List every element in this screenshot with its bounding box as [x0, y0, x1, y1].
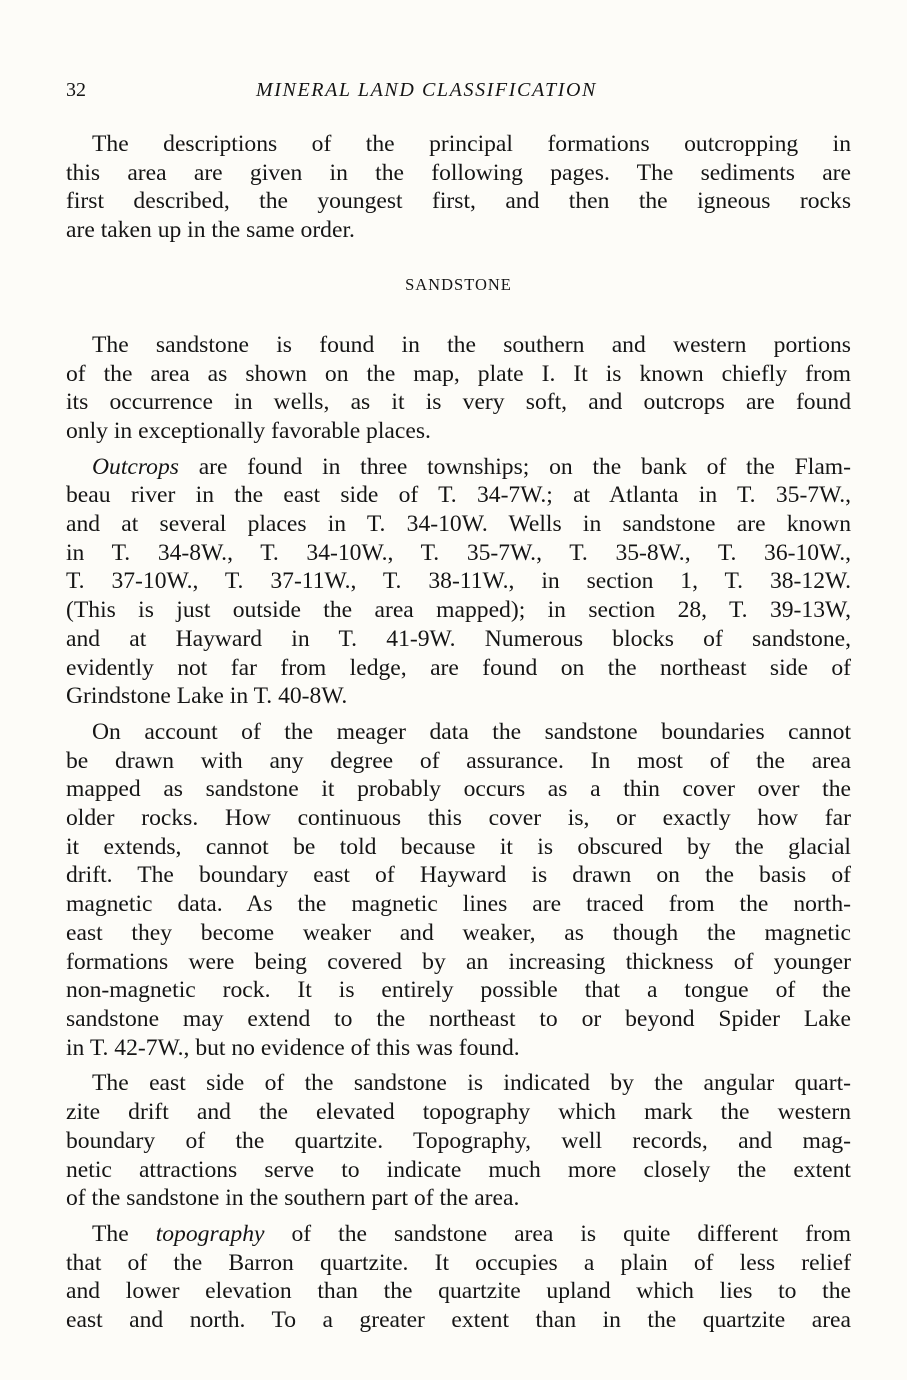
text-line: in T. 42-7W., but no evidence of this was found.	[66, 1034, 520, 1061]
text-line: The sandstone is found in the southern and western portions	[92, 331, 851, 358]
text-line: The east side of the sandstone is indicated by the angular quart-	[92, 1070, 851, 1097]
text-line: drift. The boundary east of Hayward is drawn on the basis of	[66, 862, 851, 889]
text-line: older rocks. How continuous this cover is, or exactly how far	[66, 805, 851, 832]
text-line: netic attractions serve to indicate much more closely the extent	[66, 1156, 851, 1183]
text-fragment: are found in three townships; on the bank of the Flam-	[178, 453, 851, 480]
text-line: its occurrence in wells, as it is very soft, and outcrops are found	[66, 389, 851, 416]
running-title: MINERAL LAND CLASSIFICATION	[256, 79, 597, 101]
text-line: in T. 34-8W., T. 34-10W., T. 35-7W., T. 35-8W., T. 36-10W.,	[66, 539, 851, 566]
body-text	[66, 130, 851, 1335]
sandstone-paragraph-1	[66, 331, 851, 446]
topography-paragraph	[66, 1220, 851, 1335]
page-number: 32	[66, 79, 86, 101]
text-line: non-magnetic rock. It is entirely possible that a tongue of the	[66, 977, 851, 1004]
outcrops-paragraph	[66, 453, 851, 711]
text-line: sandstone may extend to the northeast to or beyond Spider Lake	[66, 1005, 851, 1032]
text-line: zite drift and the elevated topography which mark the western	[66, 1099, 851, 1126]
intro-paragraph	[66, 130, 851, 245]
text-line: be drawn with any degree of assurance. In most of the area	[66, 747, 851, 774]
text-line: mapped as sandstone it probably occurs as a thin cover over the	[66, 776, 851, 803]
text-line: The descriptions of the principal formations outcropping in	[92, 131, 851, 157]
italic-term: topography	[155, 1220, 265, 1247]
text-line: only in exceptionally favorable places.	[66, 417, 431, 444]
text-line: and lower elevation than the quartzite upland which lies to the	[66, 1278, 851, 1305]
east-side-paragraph	[66, 1069, 851, 1213]
boundaries-paragraph	[66, 718, 851, 1062]
text-line: evidently not far from ledge, are found on the northeast side of	[66, 654, 851, 681]
text-line: this area are given in the following pages. The sediments are	[66, 159, 851, 186]
text-line: first described, the youngest first, and then the igneous rocks	[66, 188, 851, 215]
text-line: magnetic data. As the magnetic lines are traced from the north-	[66, 891, 851, 918]
text-line: T. 37-10W., T. 37-11W., T. 38-11W., in section 1, T. 38-12W.	[66, 568, 851, 595]
text-line: beau river in the east side of T. 34-7W.; at Atlanta in T. 35-7W.,	[66, 482, 851, 509]
text-line	[66, 1220, 851, 1249]
section-heading: SANDSTONE	[405, 274, 512, 294]
text-line: of the area as shown on the map, plate I. It is known chiefly from	[66, 360, 851, 387]
text-line: boundary of the quartzite. Topography, well records, and mag-	[66, 1127, 851, 1154]
text-line: On account of the meager data the sandstone boundaries cannot	[92, 718, 851, 745]
text-line: it extends, cannot be told because it is obscured by the glacial	[66, 833, 851, 860]
text-line: and at Hayward in T. 41-9W. Numerous blocks of sandstone,	[66, 625, 851, 652]
text-line: and at several places in T. 34-10W. Wells in sandstone are known	[66, 511, 851, 538]
text-line: are taken up in the same order.	[66, 217, 355, 244]
text-fragment: The	[92, 1220, 156, 1247]
text-line: (This is just outside the area mapped); in section 28, T. 39-13W,	[66, 597, 851, 624]
text-line: of the sandstone in the southern part of the area.	[66, 1185, 520, 1212]
text-line: east and north. To a greater extent than in the quartzite area	[66, 1307, 851, 1334]
text-line	[66, 453, 851, 482]
text-line: Grindstone Lake in T. 40-8W.	[66, 683, 348, 710]
text-line: that of the Barron quartzite. It occupies a plain of less relief	[66, 1249, 851, 1276]
running-head	[66, 78, 851, 104]
italic-term: Outcrops	[92, 453, 179, 480]
text-fragment: of the sandstone area is quite different from	[264, 1220, 851, 1247]
text-line: formations were being covered by an increasing thickness of younger	[66, 948, 851, 975]
text-line: east they become weaker and weaker, as though the magnetic	[66, 919, 851, 946]
